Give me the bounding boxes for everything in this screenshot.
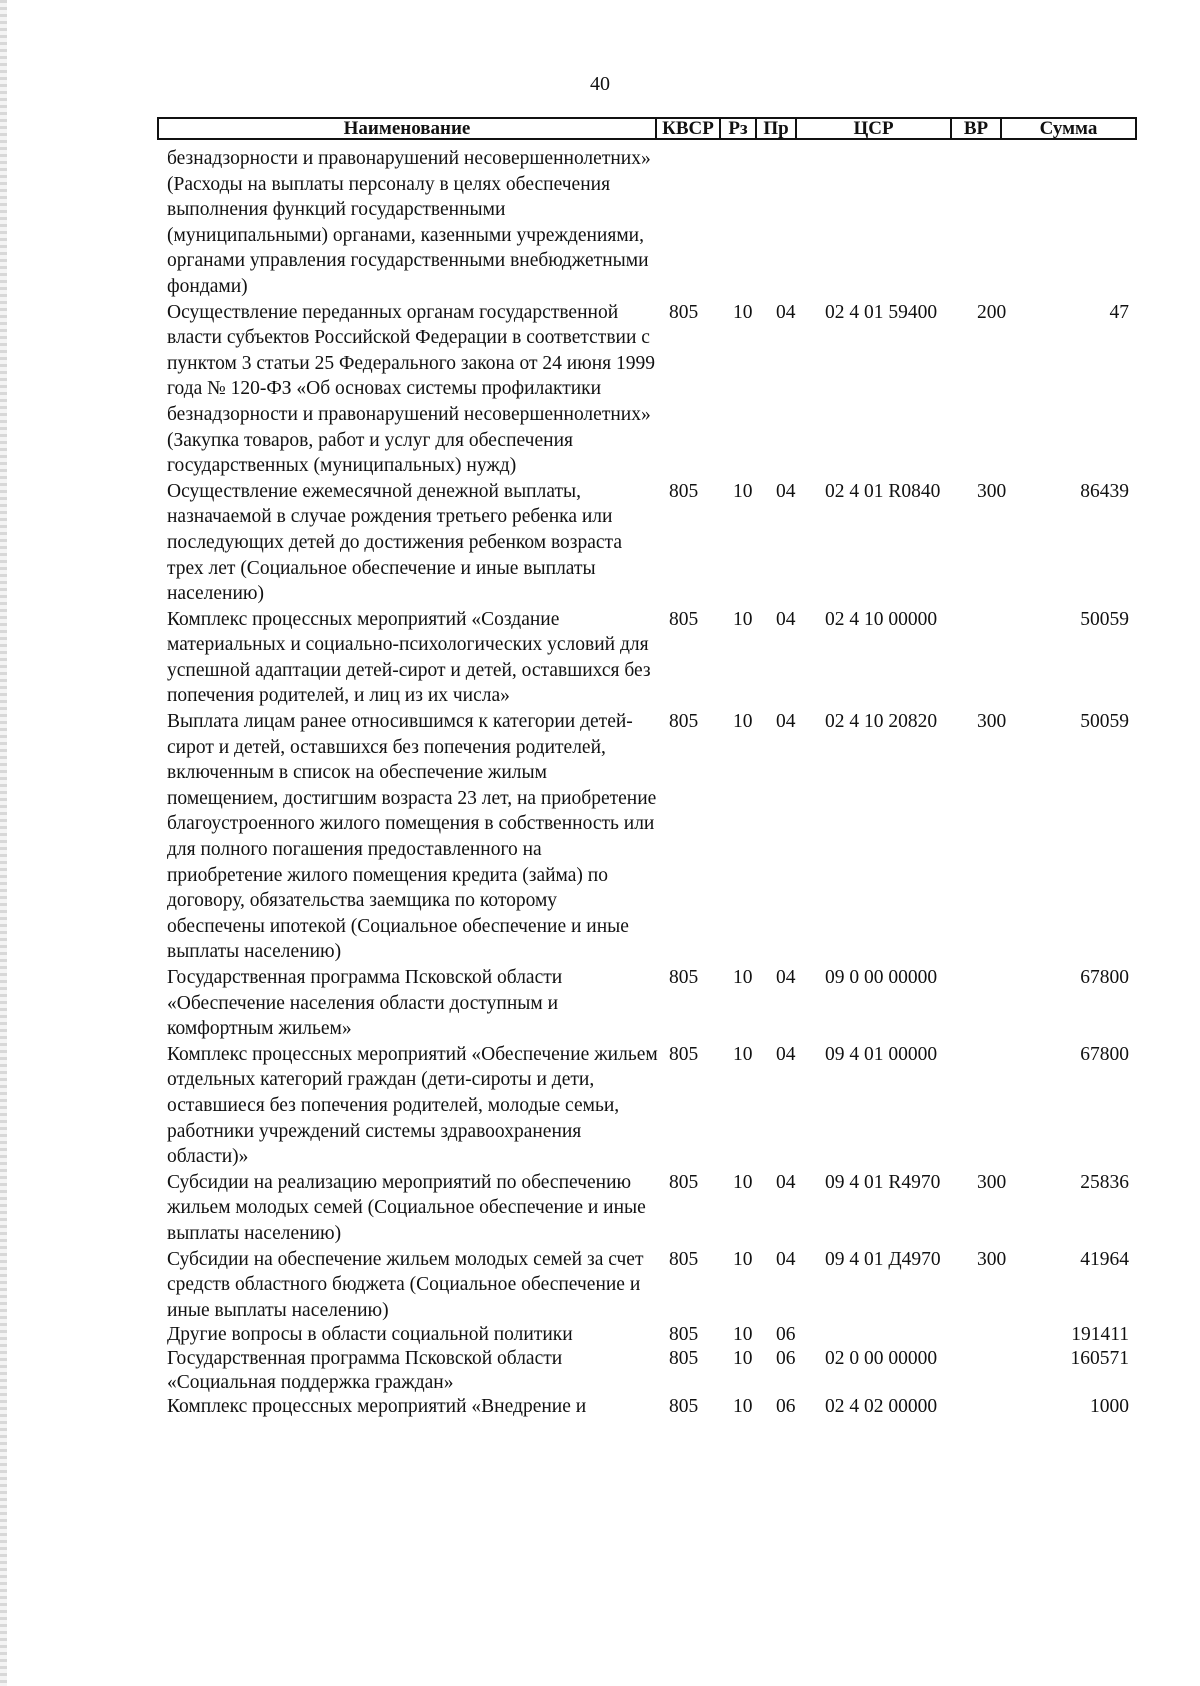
row-sum: 67800	[1080, 967, 1129, 988]
header-vr: ВР	[952, 119, 1002, 138]
row-csr: 02 0 00 00000	[825, 1348, 938, 1370]
row-kvsr: 805	[669, 1324, 699, 1346]
row-sum: 160571	[1070, 1348, 1129, 1370]
row-name: Государственная программа Псковской области «Социальная поддержка граждан»	[167, 1348, 563, 1394]
row-sum: 50059	[1080, 608, 1129, 630]
row-name: Государственная программа Псковской области «Обеспечение населения области доступным и комфортным жильем»	[167, 967, 563, 1040]
table-row	[167, 1395, 1133, 1419]
row-pr: 04	[776, 608, 796, 630]
row-name: Комплекс процессных мероприятий «Внедрение и	[167, 1396, 587, 1418]
row-pr: 04	[776, 1248, 796, 1270]
row-kvsr: 805	[669, 608, 699, 630]
table-row	[167, 1170, 1133, 1247]
row-pr: 04	[776, 1043, 796, 1065]
row-csr: 09 4 01 Д4970	[825, 1248, 941, 1270]
row-name: Комплекс процессных мероприятий «Обеспечение жильем отдельных категорий граждан (дети-сироты и дети, оставшиеся без попечения родителей, молодые семьи, работники учреждений системы здравоохранения области)»	[167, 1043, 658, 1168]
row-vr: 300	[977, 1171, 1007, 1193]
header-pr: Пр	[757, 119, 797, 138]
row-rz: 10	[733, 480, 753, 502]
row-kvsr: 805	[669, 301, 699, 323]
row-pr: 04	[776, 1171, 796, 1193]
row-pr: 06	[776, 1324, 796, 1346]
row-csr: 02 4 01 R0840	[825, 480, 941, 502]
row-rz: 10	[733, 967, 753, 988]
row-name: Выплата лицам ранее относившимся к категории детей-сирот и детей, оставшихся без попечения родителей, включенным в список на обеспечение жилым помещением, достигшим возраста 23 лет, на приобретение благоустроенного жилого помещения в собственность или для полного погашения предоставленного на приобретение жилого помещения кредита (займа) по договору, обязательства заемщика по которому обеспечены ипотекой (Социальное обеспечение и иные выплаты населению)	[167, 711, 657, 963]
row-kvsr: 805	[669, 1043, 699, 1065]
row-kvsr: 805	[669, 1348, 699, 1370]
row-pr: 06	[776, 1396, 796, 1418]
row-sum: 47	[1109, 301, 1129, 323]
table-row	[167, 1347, 1133, 1395]
row-csr: 02 4 01 59400	[825, 301, 938, 323]
row-kvsr: 805	[669, 967, 699, 988]
row-rz: 10	[733, 1348, 753, 1370]
row-name: безнадзорности и правонарушений несовершеннолетних» (Расходы на выплаты персоналу в целях обеспечения выполнения функций государственными (муниципальными) органами, казенными учреждениями, органами управления государственными внебюджетными фондами)	[167, 148, 651, 297]
header-kvsr: КВСР	[657, 119, 721, 138]
row-pr: 04	[776, 967, 796, 988]
row-name: Осуществление переданных органам государственной власти субъектов Российской Федерации в соответствии с пунктом 3 статьи 25 Федерального закона от 24 июня 1999 года № 120-ФЗ «Об основах системы профилактики безнадзорности и правонарушений несовершеннолетних» (Закупка товаров, работ и услуг для обеспечения государственных (муниципальных) нужд)	[167, 301, 655, 477]
row-name: Субсидии на реализацию мероприятий по обеспечению жильем молодых семей (Социальное обеспечение и иные выплаты населению)	[167, 1171, 646, 1244]
row-rz: 10	[733, 1396, 753, 1418]
row-pr: 04	[776, 711, 796, 733]
row-vr: 200	[977, 301, 1007, 323]
row-name: Другие вопросы в области социальной политики	[167, 1324, 573, 1346]
table-row	[167, 607, 1133, 709]
row-vr: 300	[977, 480, 1007, 502]
row-kvsr: 805	[669, 1171, 699, 1193]
row-name: Комплекс процессных мероприятий «Создание материальных и социально-психологических условий для успешной адаптации детей-сирот и детей, оставшихся без попечения родителей, и лиц из их числа»	[167, 608, 651, 707]
table-header	[157, 117, 1137, 140]
table-row	[167, 479, 1133, 607]
row-rz: 10	[733, 711, 753, 733]
row-rz: 10	[733, 1324, 753, 1346]
row-pr: 06	[776, 1348, 796, 1370]
row-kvsr: 805	[669, 711, 699, 733]
row-kvsr: 805	[669, 480, 699, 502]
table-row	[167, 1247, 1133, 1324]
row-rz: 10	[733, 1248, 753, 1270]
row-csr: 02 4 10 00000	[825, 608, 938, 630]
row-csr: 09 4 01 00000	[825, 1043, 938, 1065]
table-row	[167, 965, 1133, 1042]
row-csr: 09 0 00 00000	[825, 967, 938, 988]
row-sum: 1000	[1090, 1396, 1129, 1418]
table-row	[167, 709, 1133, 965]
row-sum: 86439	[1080, 480, 1129, 502]
row-vr: 300	[977, 1248, 1007, 1270]
row-rz: 10	[733, 301, 753, 323]
row-csr: 09 4 01 R4970	[825, 1171, 941, 1193]
row-pr: 04	[776, 301, 796, 323]
row-pr: 04	[776, 480, 796, 502]
budget-table-body	[167, 146, 1133, 1419]
row-rz: 10	[733, 1043, 753, 1065]
row-csr: 02 4 10 20820	[825, 711, 938, 733]
row-rz: 10	[733, 608, 753, 630]
row-name: Субсидии на обеспечение жильем молодых семей за счет средств областного бюджета (Социальное обеспечение и иные выплаты населению)	[167, 1248, 644, 1321]
row-kvsr: 805	[669, 1396, 699, 1418]
table-row	[167, 1323, 1133, 1347]
row-sum: 191411	[1071, 1324, 1129, 1346]
scan-edge	[0, 0, 7, 1686]
table-row	[167, 1042, 1133, 1170]
row-kvsr: 805	[669, 1248, 699, 1270]
row-vr: 300	[977, 711, 1007, 733]
header-sum: Сумма	[1039, 118, 1098, 139]
row-rz: 10	[733, 1171, 753, 1193]
row-sum: 25836	[1080, 1171, 1129, 1193]
row-name: Осуществление ежемесячной денежной выплаты, назначаемой в случае рождения третьего ребенка или последующих детей до достижения ребенком возраста трех лет (Социальное обеспечение и иные выплаты населению)	[167, 480, 622, 605]
page-number: 40	[590, 73, 610, 95]
table-row	[167, 146, 1133, 300]
row-sum: 67800	[1080, 1043, 1129, 1065]
header-csr: ЦСР	[797, 119, 952, 138]
header-name: Наименование	[159, 119, 657, 138]
row-sum: 41964	[1080, 1248, 1129, 1270]
row-sum: 50059	[1080, 711, 1129, 733]
table-row	[167, 300, 1133, 479]
row-csr: 02 4 02 00000	[825, 1396, 938, 1418]
header-rz: Рз	[721, 119, 757, 138]
